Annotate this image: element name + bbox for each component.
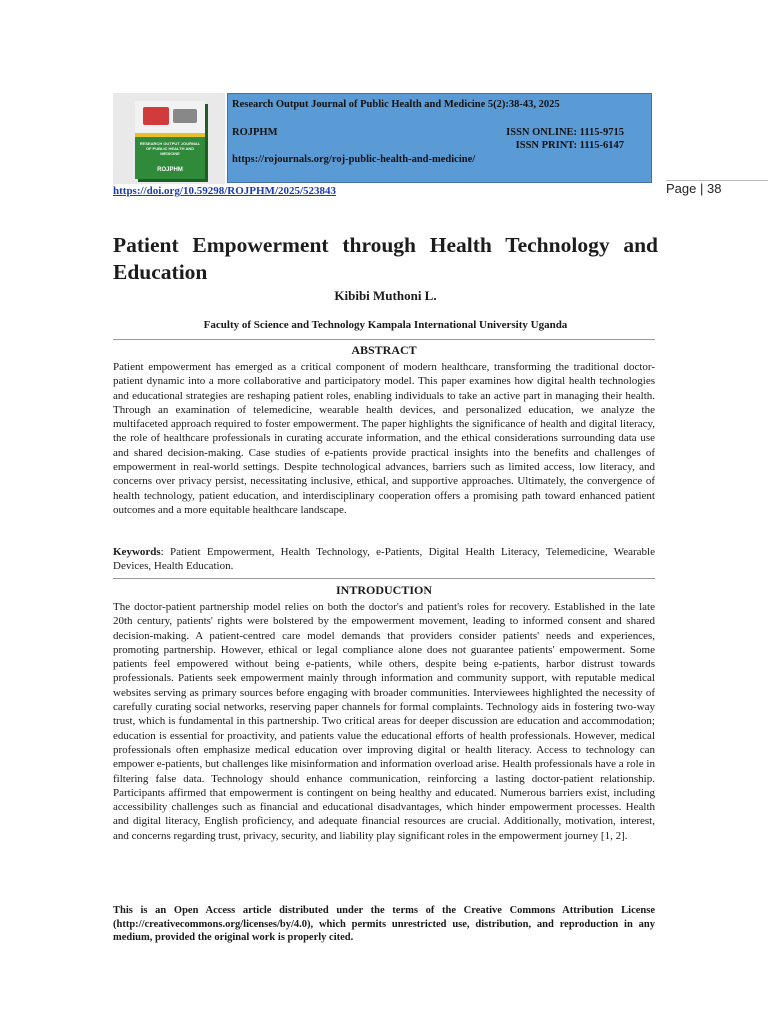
abstract-heading: ABSTRACT bbox=[351, 343, 417, 357]
device-icon bbox=[173, 109, 197, 123]
license-note: This is an Open Access article distributed under the terms of the Creative Commons Attribution License (http://creativecommons.org/licenses/by/4.0), which permits unrestricted use, distribution, and reproduction in any medium, provided the original work is properly cited. bbox=[113, 905, 655, 943]
divider bbox=[113, 578, 655, 579]
author-name: Kibibi Muthoni L. bbox=[334, 288, 437, 303]
keywords-list: : Patient Empowerment, Health Technology, e-Patients, Digital Health Literacy, Telemedicine, Wearable Devices, Health Education. bbox=[113, 546, 655, 573]
cover-book bbox=[135, 101, 205, 179]
introduction-text: The doctor-patient partnership model relies on both the doctor's and patient's roles for recovery. Established in the late 20th century, patients' rights were bolstered by the empowerment movement, leading to informed consent and shared decision-making. A patient-centred care model demands that providers consider patients' needs and experiences, promoting partnership. However, ethical or legal compliance alone does not guarantee patients' empowerment. Some patients feel empowered without being e-patients, while others, despite being e-patients, harbor distrust towards professionals. Patients seek empowerment mainly through information and community support, with reputable medical websites serving as primary sources before engaging with broader communities. Interviewees highlighted the necessity of carefully curating social networks, reserving paper channels for formal complaints. Technology aids in fostering two-way trust, which is fundamental in this partnership. Two critical areas for deeper discussion are education and accommodation; education is essential for proactivity, and patients value the educational efforts of health professionals. However, medical professionals often emphasize medical education over improving digital or health literacy. Access to technology can empower e-patients, but challenges like misinformation and information overload arise. Health professionals have a role in filtering false data. Technology should enhance communication, reinforcing a lasting doctor-patient relationship. Participants affirmed that empowerment is contingent on being healthy and educated. Numerous barriers exist, including accessibility challenges such as financial and educational disadvantages, which hinder empowerment processes. Health and digital literacy, English proficiency, and adequate financial resources are crucial. Additionally, motivation, interest, and concerns regarding trust, privacy, security, and liability play significant roles in the empowerment journey [1, 2]. bbox=[113, 601, 655, 842]
journal-url: https://rojournals.org/roj-public-health-and-medicine/ bbox=[232, 154, 476, 165]
journal-info-box bbox=[227, 93, 652, 183]
journal-citation: Research Output Journal of Public Health and Medicine 5(2):38-43, 2025 bbox=[232, 99, 560, 110]
divider bbox=[113, 339, 655, 340]
paper-title: Patient Empowerment through Health Technology and Education bbox=[113, 233, 658, 284]
abstract-text: Patient empowerment has emerged as a critical component of modern healthcare, transforming the traditional doctor-patient dynamic into a more collaborative and participatory model. This paper examines how digital health technologies and educational strategies are reshaping patient roles, enabling individuals to take an active part in managing their health. Through an examination of telemedicine, wearable health devices, and personalized education, we analyze the multifaceted approach required to foster empowerment. The paper highlights the significance of health and digital literacy, the role of healthcare professionals in curating accurate information, and the ethical considerations surrounding data use and shared decision-making. Case studies of e-patients provide practical insights into the benefits and challenges of empowerment in real-world settings. Despite technological advances, barriers such as limited access, low literacy, and concerns over privacy persist, necessitating inclusive, ethical, and supportive approaches. Ultimately, the convergence of health technology, patient education, and interdisciplinary cooperation offers a promising path toward enhanced patient outcomes and a more equitable healthcare landscape. bbox=[113, 361, 655, 516]
cover-blurb: RESEARCH OUTPUT JOURNAL OF PUBLIC HEALTH AND MEDICINE bbox=[139, 141, 201, 156]
introduction-heading: INTRODUCTION bbox=[335, 583, 432, 597]
issn-online: ISSN ONLINE: 1115-9715 bbox=[506, 127, 624, 138]
page-number: Page | 38 bbox=[666, 181, 722, 196]
journal-cover-image bbox=[113, 93, 225, 184]
doi-link[interactable]: https://doi.org/10.59298/ROJPHM/2025/523843 bbox=[113, 185, 337, 197]
journal-abbrev: ROJPHM bbox=[232, 127, 278, 138]
keywords bbox=[113, 545, 655, 574]
medical-kit-icon bbox=[143, 107, 169, 125]
author-affiliation: Faculty of Science and Technology Kampala International University Uganda bbox=[203, 319, 568, 331]
keywords-label: Keywords bbox=[113, 546, 161, 558]
cover-brand: ROJPHM bbox=[157, 167, 183, 173]
issn-print: ISSN PRINT: 1115-6147 bbox=[515, 140, 624, 151]
